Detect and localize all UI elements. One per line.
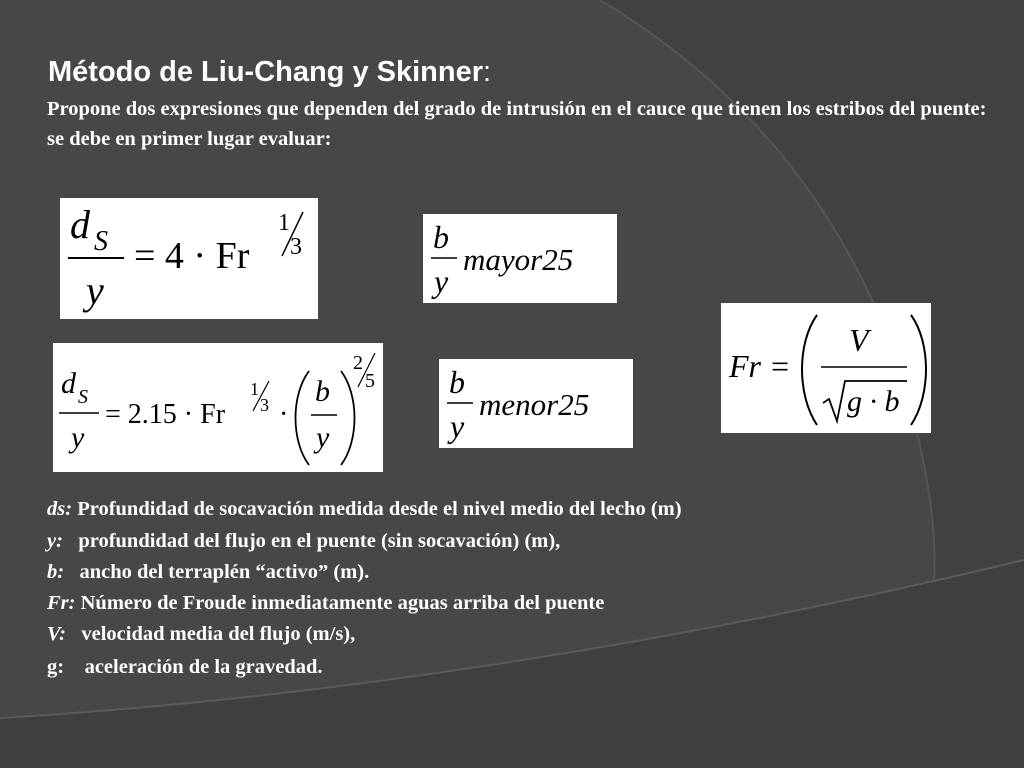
eq2-paren-denominator: y <box>316 421 330 454</box>
menor-denominator: y <box>450 408 465 444</box>
definition-symbol: V: <box>47 623 66 645</box>
eq1-exponent-numerator: 1 <box>278 210 290 236</box>
eq2-denominator: y <box>71 421 85 454</box>
eq2-rhs: = 2.15 · Fr <box>105 399 226 430</box>
definition-ds <box>47 498 682 521</box>
eq1-denominator: y <box>86 268 104 313</box>
formula-ds-fr <box>60 198 318 319</box>
eq2-exponent-denominator: 5 <box>365 370 375 392</box>
eq1-numerator-subscript: S <box>94 226 108 257</box>
definition-symbol: y: <box>47 530 63 552</box>
definition-text: Número de Froude inmediatamente aguas arriba del puente <box>75 592 605 614</box>
definition-b <box>47 561 369 584</box>
eq1-exponent-denominator: 3 <box>290 234 302 260</box>
menor-numerator: b <box>449 364 465 400</box>
title-colon: : <box>483 56 492 88</box>
definition-text: profundidad del flujo en el puente (sin socavación) (m), <box>62 530 561 552</box>
condition-menor <box>439 359 633 448</box>
definition-text: aceleración de la gravedad. <box>64 656 323 678</box>
definition-text: velocidad media del flujo (m/s), <box>65 623 356 645</box>
slide-title <box>48 56 491 89</box>
title-text: Método de Liu-Chang y Skinner <box>48 56 484 88</box>
froude-right-paren <box>911 315 926 425</box>
mayor-denominator: y <box>434 263 449 299</box>
definition-symbol: b: <box>47 561 65 583</box>
eq2-left-paren <box>296 371 310 465</box>
eq2-exponent-numerator: 2 <box>353 352 363 374</box>
froude-lhs: Fr = <box>729 348 791 384</box>
formula-froude <box>721 303 931 433</box>
intro-paragraph: Propone dos expresiones que dependen del grado de intrusión en el cauce que tienen los estribos del puente: se debe en primer lugar evaluar: <box>47 98 987 150</box>
eq2-numerator-subscript: S <box>78 386 88 408</box>
definition-text: Profundidad de socavación medida desde el nivel medio del lecho (m) <box>72 498 682 520</box>
definition-fr <box>47 592 604 615</box>
definition-symbol: g: <box>47 656 65 678</box>
definition-y <box>47 530 560 553</box>
definition-v <box>47 623 355 646</box>
eq1-numerator-d: d <box>70 202 90 247</box>
definition-text: ancho del terraplén “activo” (m). <box>64 561 370 583</box>
froude-denominator: g · b <box>847 385 900 418</box>
condition-mayor <box>423 214 617 303</box>
formula-ds-fr-b <box>53 343 383 472</box>
definition-symbol: ds: <box>47 498 73 520</box>
mayor-text: mayor25 <box>463 242 574 277</box>
menor-text: menor25 <box>479 387 590 422</box>
eq2-right-paren <box>341 371 355 465</box>
froude-numerator: V <box>849 322 869 358</box>
eq1-rhs: = 4 · Fr <box>134 235 250 277</box>
eq2-numerator-d: d <box>61 367 76 400</box>
mayor-numerator: b <box>433 219 449 255</box>
eq2-fr-exponent-numerator: 1 <box>250 379 259 399</box>
froude-left-paren <box>802 315 817 425</box>
eq2-fr-exponent-denominator: 3 <box>260 395 269 415</box>
definition-symbol: Fr: <box>47 592 76 614</box>
eq2-dot: · <box>279 399 289 430</box>
eq2-paren-numerator: b <box>315 375 330 408</box>
definition-g <box>47 656 323 679</box>
